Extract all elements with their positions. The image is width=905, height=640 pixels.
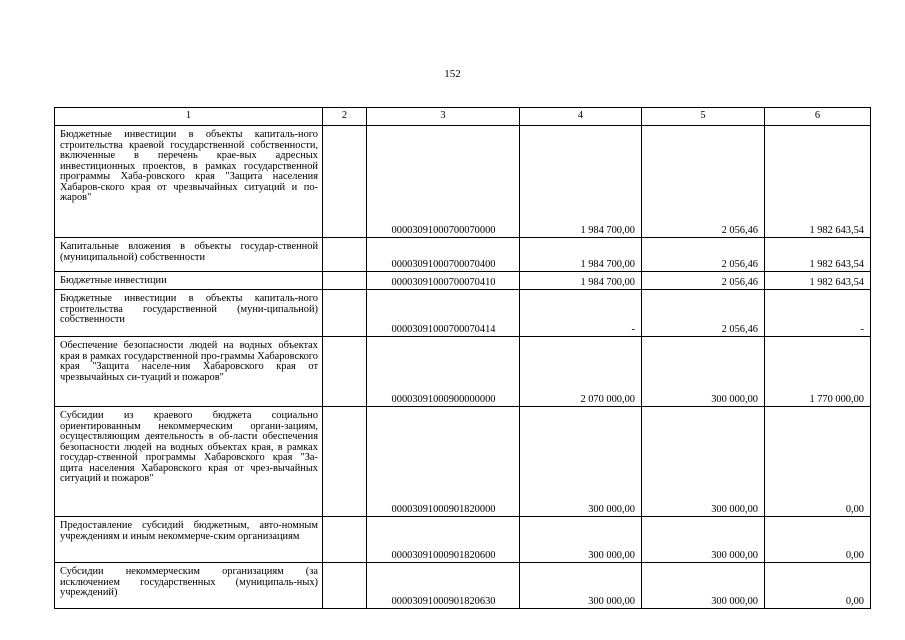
row-code: 00003091000700070000 [367,126,520,238]
column-header-6: 6 [765,108,871,126]
table-row [55,272,871,290]
row-value-6: 1 770 000,00 [765,337,871,407]
table-row [55,238,871,272]
table-row [55,337,871,407]
table-row [55,517,871,563]
table-row [55,563,871,609]
row-value-5: 300 000,00 [642,517,765,563]
table-header [55,108,871,126]
row-col2 [323,337,367,407]
row-value-6: 0,00 [765,563,871,609]
row-col2 [323,517,367,563]
row-value-4: 1 984 700,00 [520,126,642,238]
row-value-6: 1 982 643,54 [765,126,871,238]
row-col2 [323,126,367,238]
table-row [55,407,871,517]
budget-table [54,107,871,609]
row-name: Капитальные вложения в объекты государ-ственной (муниципальной) собственности [55,238,323,272]
row-col2 [323,290,367,337]
row-code: 00003091000700070400 [367,238,520,272]
row-value-5: 300 000,00 [642,337,765,407]
column-header-4: 4 [520,108,642,126]
column-header-1: 1 [55,108,323,126]
row-col2 [323,563,367,609]
row-value-4: 2 070 000,00 [520,337,642,407]
row-value-5: 300 000,00 [642,563,765,609]
row-value-4: 1 984 700,00 [520,238,642,272]
row-value-4: 300 000,00 [520,517,642,563]
row-code: 00003091000700070414 [367,290,520,337]
column-header-5: 5 [642,108,765,126]
row-code: 00003091000901820630 [367,563,520,609]
row-name: Бюджетные инвестиции [55,272,323,290]
page-number: 152 [444,68,461,80]
row-col2 [323,407,367,517]
row-col2 [323,238,367,272]
row-name: Обеспечение безопасности людей на водных объектах края в рамках государственной про-граммы Хабаровского края "Защита населе-ния Хабаровского края от чрезвычайных си-туаций и пожаров" [55,337,323,407]
row-code: 00003091000700070410 [367,272,520,290]
row-code: 00003091000900000000 [367,337,520,407]
row-value-6: 1 982 643,54 [765,272,871,290]
column-header-2: 2 [323,108,367,126]
header-row [55,108,871,126]
row-value-5: 2 056,46 [642,238,765,272]
row-value-6: 0,00 [765,517,871,563]
row-value-5: 2 056,46 [642,126,765,238]
table-row [55,126,871,238]
row-value-5: 300 000,00 [642,407,765,517]
table-row [55,290,871,337]
row-value-6: - [765,290,871,337]
row-name: Бюджетные инвестиции в объекты капиталь-ного строительства краевой государственной собственности, включенные в перечень крае-вых адресных инвестиционных проектов, в рамках государственной программы Хаба-ровского края "Защита населения Хабаров-ского края от чрезвычайных ситуаций и по-жаров" [55,126,323,238]
row-col2 [323,272,367,290]
row-value-4: 300 000,00 [520,407,642,517]
row-value-4: - [520,290,642,337]
row-name: Предоставление субсидий бюджетным, авто-номным учреждениям и иным некоммерче-ским организациям [55,517,323,563]
row-code: 00003091000901820600 [367,517,520,563]
column-header-3: 3 [367,108,520,126]
row-value-5: 2 056,46 [642,272,765,290]
row-name: Бюджетные инвестиции в объекты капиталь-ного строительства государственной (муни-ципальной) собственности [55,290,323,337]
row-value-6: 0,00 [765,407,871,517]
row-value-5: 2 056,46 [642,290,765,337]
table-body [55,126,871,609]
row-value-4: 300 000,00 [520,563,642,609]
row-value-6: 1 982 643,54 [765,238,871,272]
row-code: 00003091000901820000 [367,407,520,517]
row-name: Субсидии из краевого бюджета социально ориентированным некоммерческим органи-зациям, осуществляющим деятельность в об-ласти обеспечения безопасности людей на водных объектах края, в рамках государ-ственной программы Хабаровского края "За-щита населения Хабаровского края от чрез-вычайных ситуаций и пожаров" [55,407,323,517]
row-name: Субсидии некоммерческим организациям (за исключением государственных (муниципаль-ных) учреждений) [55,563,323,609]
row-value-4: 1 984 700,00 [520,272,642,290]
